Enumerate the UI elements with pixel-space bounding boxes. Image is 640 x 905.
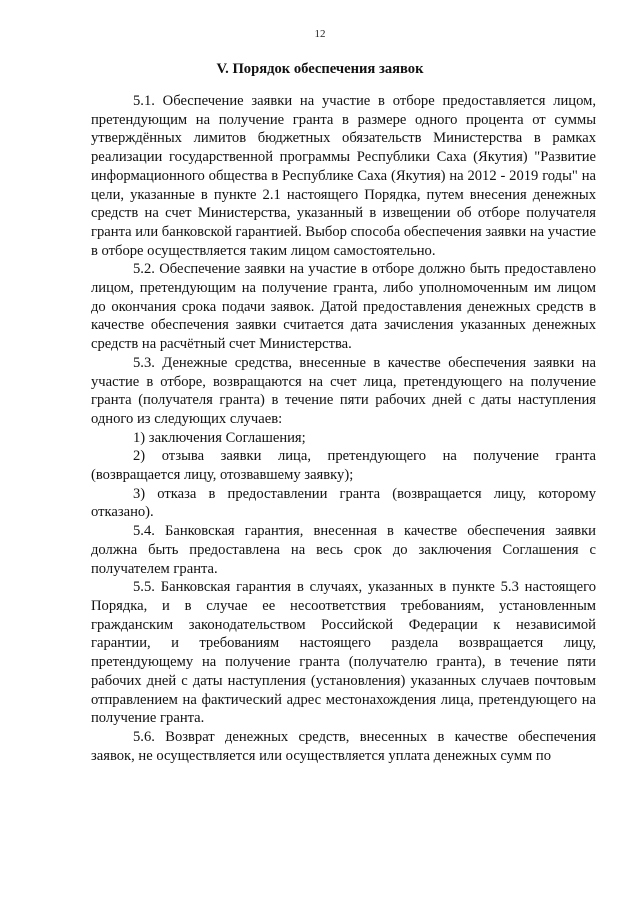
paragraph-5-3: 5.3. Денежные средства, внесенные в качестве обеспечения заявки на участие в отборе, возвращаются на счет лица, претендующего на получение гранта (получателя гранта) в течение пяти рабочих дней с даты наступления одного из следующих случаев: <box>91 354 596 427</box>
document-body <box>91 92 596 765</box>
paragraph-5-5: 5.5. Банковская гарантия в случаях, указанных в пункте 5.3 настоящего Порядка, и в случае ее несоответствия требованиям, установленным гражданским законодательством Российской Федерации к независимой гарантии, и требованиям настоящего раздела возвращается лицу, претендующему на получение гранта (получателю гранта), в течение пяти рабочих дней с даты наступления (установления) указанных случаев почтовым отправлением на фактический адрес местонахождения лица, претендующего на получение гранта. <box>91 579 596 727</box>
paragraph-5-1: 5.1. Обеспечение заявки на участие в отборе предоставляется лицом, претендующим на получение гранта в размере одного процента от суммы утверждённых лимитов бюджетных обязательств Министерства в рамках реализации государственной программы Республики Саха (Якутия) "Развитие информационного общества в Республике Саха (Якутия) на 2012 - 2019 годы" на цели, указанные в пункте 2.1 настоящего Порядка, путем внесения денежных средств на счет Министерства, указанный в извещении об отборе получателя гранта или банковской гарантией. Выбор способа обеспечения заявки на участие в отборе осуществляется таким лицом самостоятельно. <box>91 93 597 259</box>
list-item-1: 1) заключения Соглашения; <box>133 429 306 446</box>
paragraph-5-4: 5.4. Банковская гарантия, внесенная в качестве обеспечения заявки должна быть предоставлена на весь срок до заключения Соглашения с получателем гранта. <box>91 523 596 577</box>
list-item-3: 3) отказа в предоставлении гранта (возвращается лицу, которому отказано). <box>91 485 596 521</box>
page-number: 12 <box>314 28 326 40</box>
list-item-2: 2) отзыва заявки лица, претендующего на получение гранта (возвращается лицу, отозвавшему заявку); <box>91 448 596 484</box>
paragraph-5-2: 5.2. Обеспечение заявки на участие в отборе должно быть предоставлено лицом, претендующим на получение гранта, либо уполномоченным им лицом до окончания срока подачи заявок. Датой предоставления денежных средств в качестве обеспечения заявки считается дата зачисления указанных денежных средств на расчётный счет Министерства. <box>91 261 596 353</box>
section-title: V. Порядок обеспечения заявок <box>216 61 424 77</box>
paragraph-5-6: 5.6. Возврат денежных средств, внесенных в качестве обеспечения заявок, не осуществляется или осуществляется уплата денежных сумм по <box>91 728 596 764</box>
